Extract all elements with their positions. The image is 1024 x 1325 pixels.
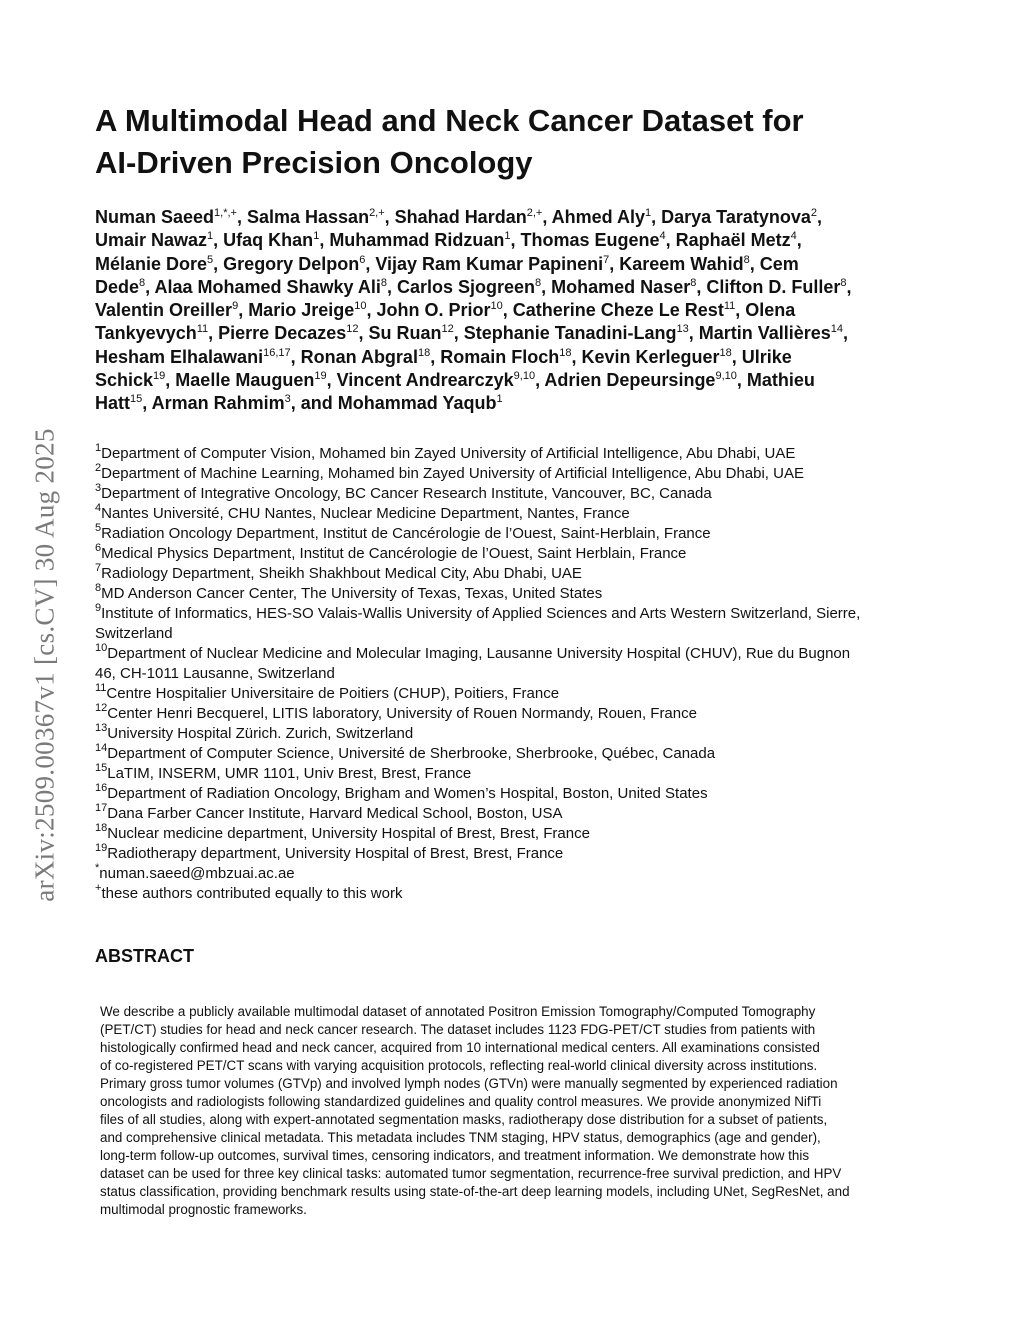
author-affiliation-mark: 8: [840, 276, 847, 289]
author-name: , Adrien Depeursinge: [535, 370, 716, 391]
author-affiliation-mark: 8: [743, 253, 750, 266]
author-name: Tankyevych: [95, 323, 197, 344]
abstract-line: (PET/CT) studies for head and neck cancer research. The dataset includes 1123 FDG-PET/CT studies from patients with: [100, 1022, 816, 1037]
author-name: Hesham Elhalawani: [95, 346, 264, 367]
author-affiliation-mark: 3: [284, 393, 291, 406]
author-name: , Ulrike: [731, 346, 792, 367]
affiliation-number: *: [95, 862, 100, 874]
author-affiliation-mark: 15: [130, 393, 143, 406]
author-name: , Ufaq Khan: [213, 230, 314, 251]
author-affiliation-mark: 1: [645, 207, 652, 219]
abstract-text: [100, 1003, 930, 1219]
author-line: [95, 392, 975, 415]
affiliation-item: [95, 464, 945, 484]
author-affiliation-mark: 1: [496, 393, 503, 406]
author-line: [95, 299, 975, 322]
author-affiliation-mark: 2,+: [369, 207, 385, 219]
author-name: , Darya Taratynova: [651, 207, 811, 227]
affiliation-text: these authors contributed equally to this work: [101, 885, 403, 902]
affiliation-text: Department of Machine Learning, Mohamed bin Zayed University of Artificial Intelligence, Abu Dhabi, UAE: [101, 465, 804, 482]
author-name: , Ronan Abgral: [290, 346, 418, 367]
author-affiliation-mark: 2,+: [526, 207, 543, 219]
author-affiliation-mark: 2: [810, 207, 817, 219]
author-name: Schick: [95, 370, 154, 391]
affiliation-text: Radiology Department, Sheikh Shakhbout Medical City, Abu Dhabi, UAE: [101, 565, 582, 582]
affiliation-item: [95, 724, 945, 744]
affiliation-list: [95, 444, 945, 904]
author-affiliation-mark: 12: [441, 323, 454, 336]
author-affiliation-mark: 8: [139, 276, 146, 289]
author-name: , Ahmed Aly: [542, 207, 645, 227]
author-name: , Carlos Sjogreen: [387, 276, 536, 297]
author-affiliation-mark: 14: [830, 323, 844, 336]
author-affiliation-mark: 4: [790, 230, 797, 243]
affiliation-text: Switzerland: [95, 625, 173, 642]
author-affiliation-mark: 19: [153, 370, 166, 383]
affiliation-item: [95, 704, 945, 724]
author-affiliation-mark: 8: [535, 276, 542, 289]
affiliation-number: 3: [95, 482, 102, 494]
affiliation-text: Nantes Université, CHU Nantes, Nuclear Medicine Department, Nantes, France: [101, 505, 630, 522]
affiliation-text: 46, CH-1011 Lausanne, Switzerland: [95, 665, 335, 682]
author-list: [95, 206, 975, 416]
affiliation-item: [95, 544, 945, 564]
author-name: , Cem: [749, 253, 799, 274]
author-name: , Gregory Delpon: [213, 253, 360, 274]
affiliation-number: 8: [95, 582, 102, 594]
affiliation-item: [95, 664, 945, 684]
affiliation-number: 6: [95, 542, 102, 554]
author-affiliation-mark: 1: [504, 230, 511, 243]
author-affiliation-mark: 18: [417, 346, 431, 359]
affiliation-number: 4: [95, 502, 102, 514]
author-affiliation-mark: 5: [207, 253, 214, 266]
title-line: AI-Driven Precision Oncology: [95, 145, 533, 180]
author-affiliation-mark: 18: [719, 346, 732, 359]
affiliation-number: 12: [95, 702, 108, 714]
abstract-line: Primary gross tumor volumes (GTVp) and involved lymph nodes (GTVn) were manually segmented by experienced radiation: [100, 1076, 838, 1091]
affiliation-text: Nuclear medicine department, University Hospital of Brest, Brest, France: [107, 825, 590, 842]
author-name: , Olena: [735, 300, 796, 321]
affiliation-text: numan.saeed@mbzuai.ac.ae: [99, 865, 295, 882]
affiliation-item: [95, 584, 945, 604]
author-affiliation-mark: 10: [354, 300, 367, 313]
abstract-line: of co-registered PET/CT scans with varying acquisition protocols, reflecting real-world clinical diversity across institutions.: [100, 1058, 818, 1073]
affiliation-text: Radiotherapy department, University Hospital of Brest, Brest, France: [107, 845, 564, 862]
affiliation-number: 13: [95, 722, 108, 734]
author-affiliation-mark: 11: [723, 300, 736, 313]
author-name: , Su Ruan: [358, 323, 442, 344]
author-name: , Stephanie Tanadini-Lang: [453, 323, 677, 344]
affiliation-number: 18: [95, 822, 108, 834]
author-affiliation-mark: 7: [603, 253, 610, 266]
affiliation-item: [95, 884, 945, 904]
affiliation-number: 9: [95, 602, 102, 614]
affiliation-item: [95, 604, 945, 624]
affiliation-item: [95, 844, 945, 864]
affiliation-text: Dana Farber Cancer Institute, Harvard Medical School, Boston, USA: [107, 805, 563, 822]
author-name: , John O. Prior: [366, 300, 491, 321]
author-name: , Catherine Cheze Le Rest: [502, 300, 724, 321]
author-affiliation-mark: 13: [676, 323, 689, 336]
abstract-line: multimodal prognostic frameworks.: [100, 1202, 307, 1217]
affiliation-number: 14: [95, 742, 108, 754]
author-name: , Pierre Decazes: [208, 323, 347, 344]
author-affiliation-mark: 9,10: [513, 370, 536, 383]
author-name: Valentin Oreiller: [95, 300, 233, 321]
author-name: , Kareem Wahid: [609, 253, 744, 274]
affiliation-item: [95, 824, 945, 844]
abstract-line: oncologists and radiologists following standardized guidelines and quality control measures. We provide anonymized NifTi: [100, 1094, 822, 1109]
affiliation-number: 16: [95, 782, 108, 794]
author-name: Umair Nawaz: [95, 230, 208, 251]
author-affiliation-mark: 9,10: [715, 370, 737, 383]
author-name: , Thomas Eugene: [510, 230, 660, 251]
author-line: [95, 276, 975, 299]
author-name: ,: [796, 230, 802, 251]
author-name: ,: [817, 207, 823, 227]
author-name: Numan Saeed: [95, 207, 215, 227]
affiliation-number: 7: [95, 562, 102, 574]
affiliation-item: [95, 684, 945, 704]
title-line: A Multimodal Head and Neck Cancer Dataset for: [95, 103, 804, 138]
affiliation-item: [95, 484, 945, 504]
author-affiliation-mark: 1,*,+: [214, 207, 237, 219]
author-name: , Romain Floch: [430, 346, 560, 367]
affiliation-item: [95, 524, 945, 544]
author-name: ,: [843, 323, 849, 344]
affiliation-number: 2: [95, 462, 102, 474]
author-affiliation-mark: 12: [346, 323, 359, 336]
arxiv-stamp: arXiv:2509.00367v1 [cs.CV] 30 Aug 2025: [29, 428, 60, 902]
affiliation-text: Radiation Oncology Department, Institut de Cancérologie de l’Ouest, Saint-Herblain, France: [101, 525, 711, 542]
abstract-line: status classification, providing benchmark results using state-of-the-art deep learning models, including UNet, SegResNet, and: [100, 1184, 850, 1199]
author-name: , and Mohammad Yaqub: [290, 393, 497, 414]
affiliation-text: University Hospital Zürich. Zurich, Switzerland: [107, 725, 414, 742]
affiliation-text: Department of Computer Vision, Mohamed bin Zayed University of Artificial Intelligence, Abu Dhabi, UAE: [101, 445, 796, 462]
affiliation-text: Department of Nuclear Medicine and Molecular Imaging, Lausanne University Hospital (CHUV), Rue du Bugnon: [107, 645, 851, 662]
affiliation-text: Center Henri Becquerel, LITIS laboratory, University of Rouen Normandy, Rouen, France: [107, 705, 697, 722]
affiliation-text: LaTIM, INSERM, UMR 1101, Univ Brest, Brest, France: [107, 765, 472, 782]
abstract-line: dataset can be used for three key clinical tasks: automated tumor segmentation, recurrence-free survival prediction, and HPV: [100, 1166, 842, 1181]
affiliation-text: Institute of Informatics, HES-SO Valais-Wallis University of Applied Sciences and Arts Western Switzerland, Sierre,: [101, 605, 861, 622]
author-name: Mélanie Dore: [95, 253, 208, 274]
affiliation-item: [95, 804, 945, 824]
author-name: , Muhammad Ridzuan: [319, 230, 505, 251]
author-name: , Clifton D. Fuller: [696, 276, 841, 297]
author-name: , Mohamed Naser: [541, 276, 691, 297]
affiliation-text: Department of Computer Science, Université de Sherbrooke, Sherbrooke, Québec, Canada: [107, 745, 716, 762]
author-name: , Maelle Mauguen: [165, 370, 315, 391]
paper-title: [95, 100, 945, 184]
author-affiliation-mark: 8: [690, 276, 697, 289]
abstract-line: We describe a publicly available multimodal dataset of annotated Positron Emission Tomography/Computed Tomography: [100, 1004, 816, 1019]
affiliation-item: [95, 644, 945, 664]
abstract-line: files of all studies, along with expert-annotated segmentation masks, radiotherapy dose distribution for a subset of patients,: [100, 1112, 828, 1127]
affiliation-item: [95, 504, 945, 524]
author-line: [95, 322, 975, 345]
author-line: [95, 369, 975, 392]
affiliation-item: [95, 744, 945, 764]
affiliation-number: 10: [95, 642, 108, 654]
author-name: , Martin Vallières: [688, 323, 831, 344]
affiliation-number: 19: [95, 842, 108, 854]
author-affiliation-mark: 11: [196, 323, 209, 336]
author-affiliation-mark: 4: [659, 230, 666, 243]
affiliation-text: Department of Integrative Oncology, BC Cancer Research Institute, Vancouver, BC, Canada: [101, 485, 712, 502]
author-affiliation-mark: 6: [359, 253, 366, 266]
abstract-line: and comprehensive clinical metadata. This metadata includes TNM staging, HPV status, demographics (age and gender),: [100, 1130, 821, 1145]
author-name: , Mathieu: [736, 370, 815, 391]
affiliation-number: 15: [95, 762, 108, 774]
affiliation-text: Medical Physics Department, Institut de Cancérologie de l’Ouest, Saint Herblain, France: [101, 545, 687, 562]
affiliation-text: Department of Radiation Oncology, Brigham and Women’s Hospital, Boston, United States: [107, 785, 708, 802]
affiliation-number: 1: [95, 442, 102, 454]
affiliation-number: 17: [95, 802, 108, 814]
author-affiliation-mark: 1: [207, 230, 214, 243]
affiliation-item: [95, 564, 945, 584]
author-name: , Shahad Hardan: [384, 207, 527, 227]
author-line: [95, 206, 975, 229]
affiliation-item: [95, 864, 945, 884]
abstract-line: long-term follow-up outcomes, survival times, censoring indicators, and treatment information. We demonstrate how this: [100, 1148, 810, 1163]
author-line: [95, 229, 975, 252]
author-name: , Alaa Mohamed Shawky Ali: [145, 276, 381, 297]
author-affiliation-mark: 8: [380, 276, 387, 289]
affiliation-item: [95, 624, 945, 644]
affiliation-number: 11: [95, 682, 107, 694]
affiliation-item: [95, 784, 945, 804]
author-affiliation-mark: 16,17: [263, 346, 291, 359]
author-affiliation-mark: 19: [314, 370, 327, 383]
author-affiliation-mark: 1: [313, 230, 320, 243]
affiliation-number: 5: [95, 522, 102, 534]
author-name: , Salma Hassan: [236, 207, 370, 227]
author-name: , Vincent Andrearczyk: [326, 370, 514, 391]
affiliation-text: Centre Hospitalier Universitaire de Poitiers (CHUP), Poitiers, France: [106, 685, 560, 702]
affiliation-item: [95, 764, 945, 784]
author-affiliation-mark: 10: [490, 300, 503, 313]
author-affiliation-mark: 18: [559, 346, 572, 359]
author-line: [95, 346, 975, 369]
affiliation-item: [95, 444, 945, 464]
abstract-heading: ABSTRACT: [95, 946, 194, 966]
author-name: , Mario Jreige: [238, 300, 355, 321]
author-name: , Arman Rahmim: [142, 393, 285, 414]
author-name: Dede: [95, 276, 140, 297]
affiliation-number: +: [95, 882, 102, 894]
author-affiliation-mark: 9: [232, 300, 239, 313]
author-name: Hatt: [95, 393, 130, 414]
author-name: , Raphaël Metz: [665, 230, 791, 251]
author-name: , Kevin Kerleguer: [571, 346, 720, 367]
author-name: , Vijay Ram Kumar Papineni: [365, 253, 604, 274]
author-line: [95, 253, 975, 276]
author-name: ,: [846, 276, 852, 297]
affiliation-text: MD Anderson Cancer Center, The University of Texas, Texas, United States: [101, 585, 603, 602]
abstract-line: histologically confirmed head and neck cancer, acquired from 10 international medical centers. All examinations consisted: [100, 1040, 820, 1055]
